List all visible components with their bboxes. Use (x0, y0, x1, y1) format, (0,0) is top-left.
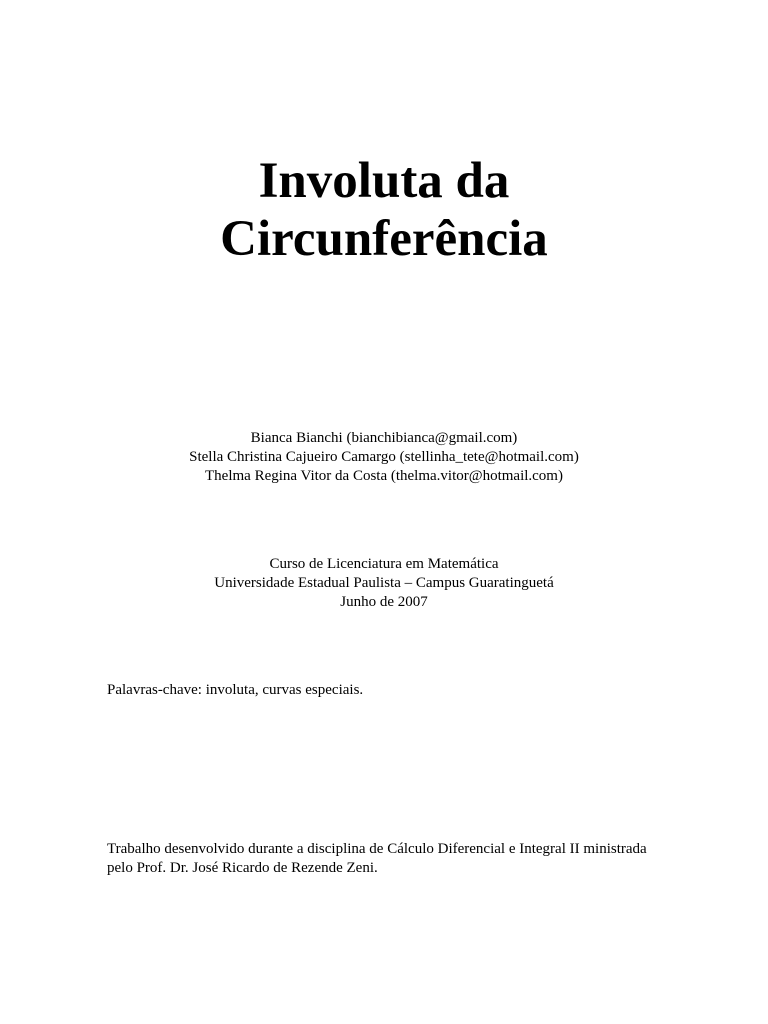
title-line-1: Involuta da (258, 153, 510, 209)
keywords: Palavras-chave: involuta, curvas especiais. (107, 682, 364, 698)
author-1: Bianca Bianchi (bianchibianca@gmail.com) (250, 430, 518, 446)
author-list (0, 429, 768, 486)
title-line-2: Circunferência (220, 211, 548, 267)
author-2: Stella Christina Cajueiro Camargo (stellinha_tete@hotmail.com) (189, 449, 579, 465)
course-university: Universidade Estadual Paulista – Campus Guaratinguetá (214, 575, 554, 591)
note-line-2: pelo Prof. Dr. José Ricardo de Rezende Zeni. (107, 860, 378, 876)
course-program: Curso de Licenciatura em Matemática (269, 556, 499, 572)
author-3: Thelma Regina Vitor da Costa (thelma.vitor@hotmail.com) (205, 468, 563, 484)
course-date: Junho de 2007 (340, 594, 428, 610)
document-title (0, 152, 768, 268)
note-line-1: Trabalho desenvolvido durante a disciplina de Cálculo Diferencial e Integral II ministrada (107, 841, 647, 857)
acknowledgement-note (107, 840, 667, 878)
course-info (0, 555, 768, 612)
